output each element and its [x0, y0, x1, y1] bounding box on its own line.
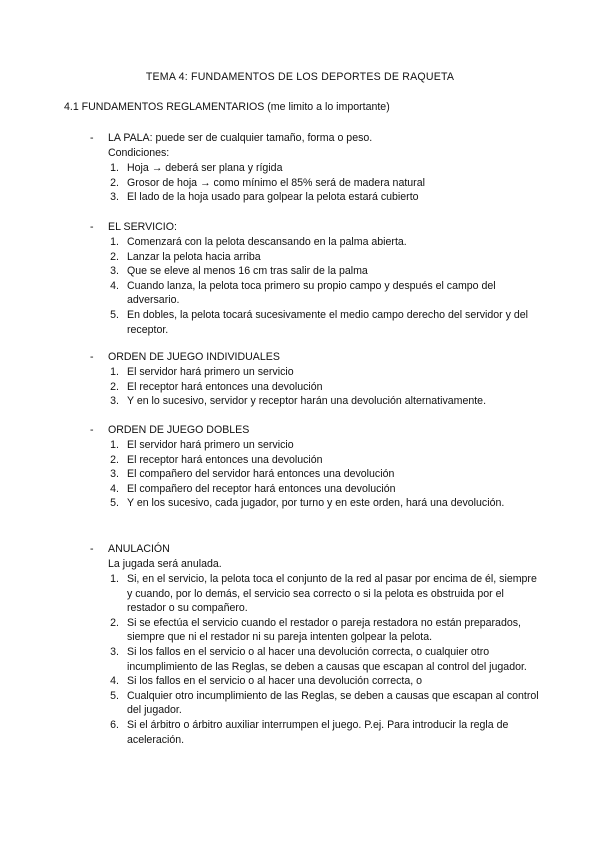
list-item-text: El lado de la hoja usado para golpear la pelota estará cubierto — [127, 191, 419, 204]
section-orden-individuales — [90, 350, 540, 409]
section-heading-row — [90, 220, 540, 235]
section-heading: ANULACIÓN — [108, 543, 170, 555]
list-item-number: 3. — [110, 645, 119, 658]
list-item-text: El compañero del receptor hará entonces una devolución — [127, 482, 396, 495]
list-item-text: Si los fallos en el servicio o al hacer una devolución correcta, o cualquier otro incumplimiento de las Reglas, se deben a causas que escapan al control del jugador. — [127, 645, 527, 673]
list-item — [90, 365, 540, 380]
list-item — [90, 308, 540, 337]
list-item-number: 3. — [110, 468, 119, 481]
list-item — [90, 250, 540, 265]
section-heading-row — [90, 423, 540, 438]
numbered-list — [90, 161, 540, 205]
section-intro: Condiciones: — [108, 147, 170, 159]
list-item — [90, 674, 540, 689]
list-item-number: 4. — [110, 279, 119, 292]
list-item — [90, 394, 540, 409]
list-item — [90, 616, 540, 645]
list-item — [90, 279, 540, 308]
numbered-list — [90, 365, 540, 409]
list-item-text: Cualquier otro incumplimiento de las Reglas, se deben a causas que escapan al control del jugador. — [127, 689, 539, 717]
list-item-number: 1. — [110, 236, 119, 248]
list-item — [90, 176, 540, 191]
list-item-text: Lanzar la pelota hacia arriba — [127, 250, 261, 263]
list-item — [90, 467, 540, 482]
section-heading: ORDEN DE JUEGO DOBLES — [108, 424, 250, 436]
list-item-number: 6. — [110, 718, 119, 731]
list-item-text: Hoja → deberá ser plana y rígida — [127, 162, 283, 174]
list-item — [90, 161, 540, 176]
section-subtitle: 4.1 FUNDAMENTOS REGLAMENTARIOS (me limito a lo importante) — [64, 101, 390, 113]
list-item — [90, 190, 540, 205]
list-item-number: 2. — [110, 250, 119, 263]
list-item-text: Y en los sucesivo, cada jugador, por turno y en este orden, hará una devolución. — [127, 497, 505, 510]
bullet-dash: - — [90, 424, 94, 436]
list-item-number: 1. — [110, 162, 119, 174]
list-item-text: El servidor hará primero un servicio — [127, 366, 294, 378]
list-item-number: 3. — [110, 265, 119, 278]
list-item-text: Grosor de hoja → como mínimo el 85% será de madera natural — [127, 176, 425, 189]
section-heading: EL SERVICIO: — [108, 221, 177, 233]
list-item-text: En dobles, la pelota tocará sucesivamente el medio campo derecho del servidor y del receptor. — [127, 308, 529, 336]
list-item-number: 2. — [110, 616, 119, 629]
list-item-text: Comenzará con la pelota descansando en la palma abierta. — [127, 236, 407, 248]
bullet-dash: - — [90, 351, 94, 363]
list-item-number: 4. — [110, 675, 119, 688]
list-item — [90, 482, 540, 497]
list-item-text: Si, en el servicio, la pelota toca el conjunto de la red al pasar por encima de él, siempre y cuando, por lo demás, el servicio sea correcto o si la pelota es obstruida por el restador o su compañero. — [127, 573, 537, 615]
list-item — [90, 235, 540, 250]
list-item-text: Cuando lanza, la pelota toca primero su propio campo y después el campo del adversario. — [127, 279, 496, 307]
list-item — [90, 572, 540, 616]
bullet-dash: - — [90, 543, 94, 555]
list-item-text: Y en lo sucesivo, servidor y receptor harán una devolución alternativamente. — [127, 395, 487, 408]
section-intro: La jugada será anulada. — [108, 558, 222, 570]
bullet-dash: - — [90, 132, 94, 144]
section-anulacion — [90, 542, 540, 747]
list-item-number: 4. — [110, 482, 119, 495]
list-item-number: 1. — [110, 573, 119, 585]
numbered-list — [90, 235, 540, 337]
list-item-number: 5. — [110, 308, 119, 321]
list-item-text: El receptor hará entonces una devolución — [127, 380, 323, 393]
list-item — [90, 645, 540, 674]
list-item-number: 5. — [110, 689, 119, 702]
list-item — [90, 496, 540, 511]
section-heading-row — [90, 542, 540, 557]
list-item — [90, 453, 540, 468]
list-item-number: 1. — [110, 366, 119, 378]
list-item-text: El servidor hará primero un servicio — [127, 439, 294, 451]
document-title: TEMA 4: FUNDAMENTOS DE LOS DEPORTES DE RAQUETA — [145, 71, 455, 83]
section-el-servicio — [90, 220, 540, 337]
list-item-number: 2. — [110, 380, 119, 393]
list-item — [90, 718, 540, 747]
list-item-text: Si los fallos en el servicio o al hacer una devolución correcta, o — [127, 675, 423, 688]
section-heading: ORDEN DE JUEGO INDIVIDUALES — [108, 351, 280, 363]
numbered-list — [90, 572, 540, 747]
list-item-text: Si el árbitro o árbitro auxiliar interrumpen el juego. P.ej. Para introducir la regla de aceleración. — [127, 718, 509, 746]
list-item-number: 2. — [110, 176, 119, 189]
list-item-number: 3. — [110, 191, 119, 204]
section-orden-dobles — [90, 423, 540, 511]
list-item-text: Si se efectúa el servicio cuando el restador o pareja restadora no están preparados, siempre que ni el restador ni su pareja intenten golpear la pelota. — [127, 616, 521, 644]
list-item-number: 2. — [110, 453, 119, 466]
section-heading: LA PALA: puede ser de cualquier tamaño, forma o peso. — [108, 132, 373, 144]
list-item-text: El compañero del servidor hará entonces una devolución — [127, 468, 395, 481]
list-item-number: 1. — [110, 439, 119, 451]
list-item — [90, 438, 540, 453]
section-heading-row — [90, 350, 540, 365]
list-item — [90, 380, 540, 395]
numbered-list — [90, 438, 540, 511]
list-item-number: 5. — [110, 497, 119, 510]
section-heading-row — [90, 131, 540, 146]
list-item-number: 3. — [110, 395, 119, 408]
list-item — [90, 689, 540, 718]
list-item-text: Que se eleve al menos 16 cm tras salir de la palma — [127, 265, 368, 278]
section-la-pala — [90, 131, 540, 205]
bullet-dash: - — [90, 221, 94, 233]
list-item — [90, 264, 540, 279]
list-item-text: El receptor hará entonces una devolución — [127, 453, 323, 466]
